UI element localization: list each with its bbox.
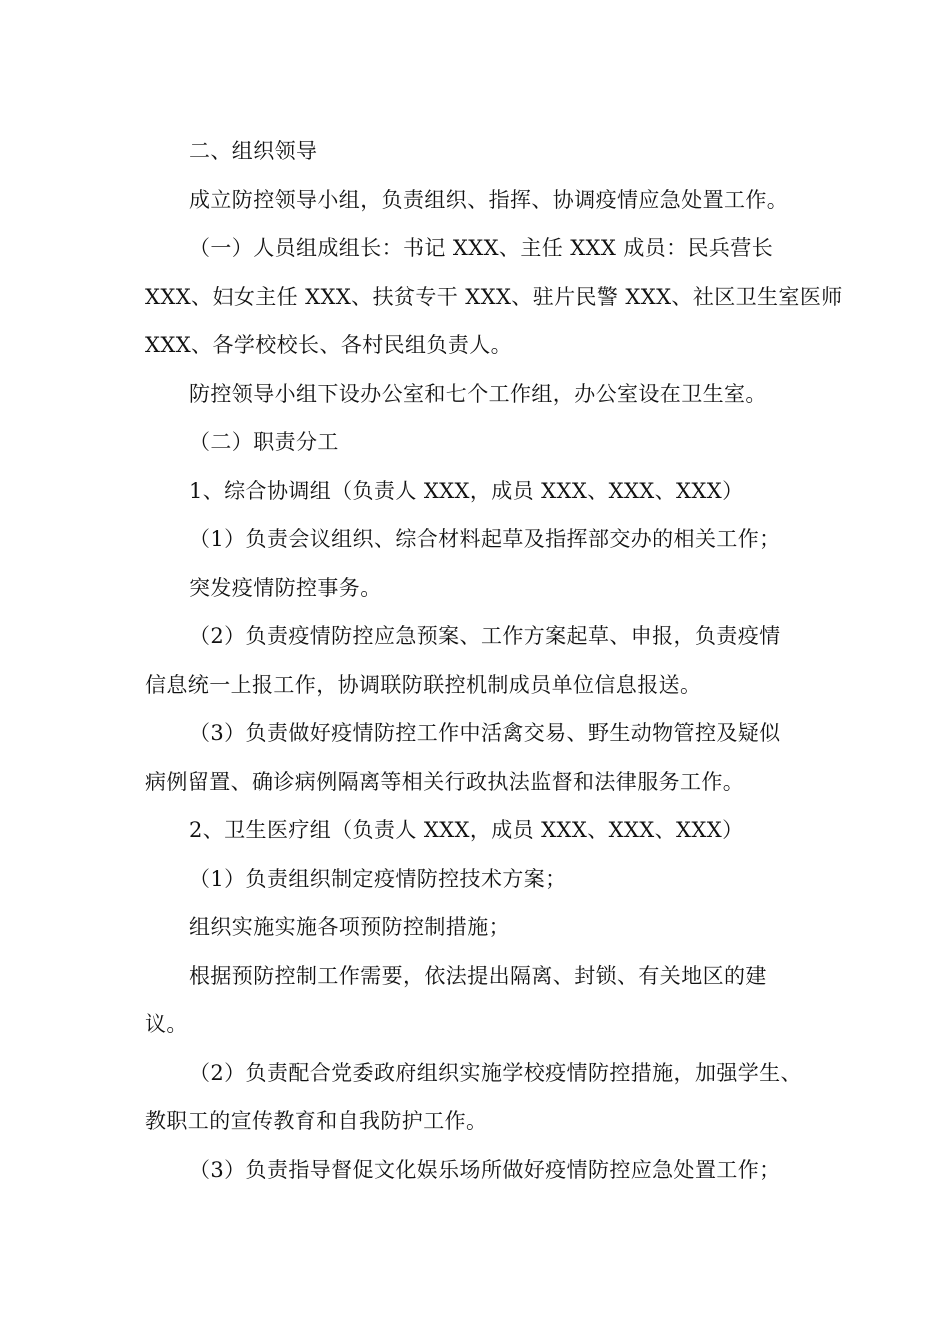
paragraph: （3）负责指导督促文化娱乐场所做好疫情防控应急处置工作；: [189, 1157, 781, 1182]
paragraph-continuation: XXX、妇女主任 XXX、扶贫专干 XXX、驻片民警 XXX、社区卫生室医师: [145, 284, 843, 309]
paragraph: （2）负责疫情防控应急预案、工作方案起草、申报，负责疫情: [189, 624, 781, 648]
paragraph: （1）负责会议组织、综合材料起草及指挥部交办的相关工作；: [189, 527, 781, 551]
paragraph-continuation: 信息统一上报工作，协调联防联控机制成员单位信息报送。: [145, 672, 702, 697]
paragraph: 防控领导小组下设办公室和七个工作组，办公室设在卫生室。: [189, 381, 767, 406]
document-body: [145, 127, 843, 1194]
paragraph-continuation: 教职工的宣传教育和自我防护工作。: [145, 1109, 488, 1133]
group-heading: 2、卫生医疗组（负责人 XXX，成员 XXX、XXX、XXX）: [189, 818, 744, 842]
paragraph: 组织实施实施各项预防控制措施；: [189, 915, 510, 939]
subsection-heading: （二）职责分工: [189, 430, 339, 454]
paragraph-continuation: XXX、各学校校长、各村民组负责人。: [145, 333, 513, 357]
paragraph: 成立防控领导小组，负责组织、指挥、协调疫情应急处置工作。: [189, 187, 789, 212]
paragraph: 根据预防控制工作需要，依法提出隔离、封锁、有关地区的建: [189, 963, 767, 988]
section-heading: 二、组织领导: [189, 139, 318, 163]
paragraph: 突发疫情防控事务。: [189, 575, 382, 600]
paragraph: （1）负责组织制定疫情防控技术方案；: [189, 866, 567, 891]
paragraph-continuation: 议。: [145, 1012, 188, 1036]
paragraph: （3）负责做好疫情防控工作中活禽交易、野生动物管控及疑似: [189, 721, 781, 745]
paragraph: （一）人员组成组长：书记 XXX、主任 XXX 成员：民兵营长: [189, 236, 774, 260]
group-heading: 1、综合协调组（负责人 XXX，成员 XXX、XXX、XXX）: [189, 478, 744, 503]
paragraph: （2）负责配合党委政府组织实施学校疫情防控措施，加强学生、: [189, 1060, 802, 1085]
paragraph-continuation: 病例留置、确诊病例隔离等相关行政执法监督和法律服务工作。: [145, 769, 745, 794]
